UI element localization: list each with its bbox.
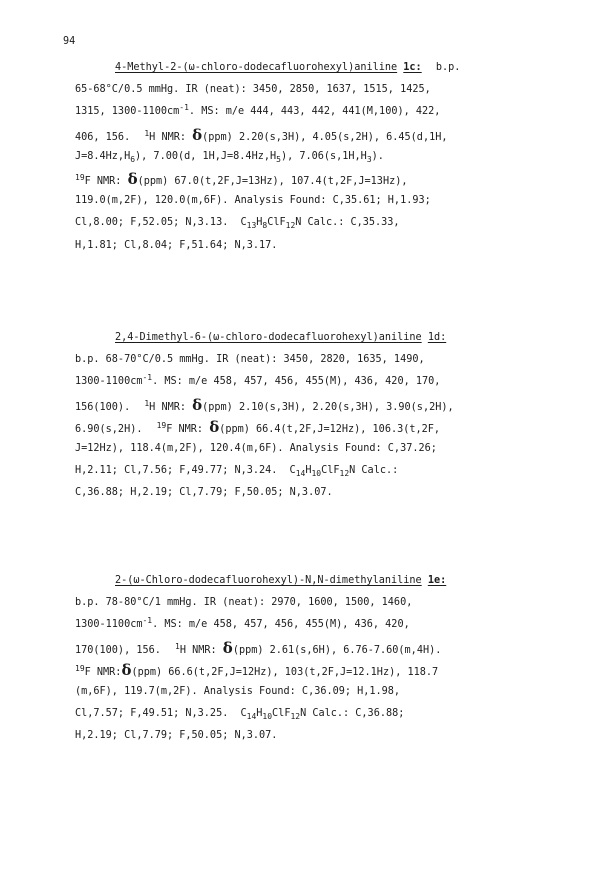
entry-title — [75, 327, 545, 349]
delta-symbol: δ — [121, 660, 132, 679]
text-line: Cl,7.57; F,49.51; N,3.25. $C_{14}H_{10}ClF_{12}N$ Calc.: C,36.88; — [75, 708, 405, 722]
compound-number: 1d: — [427, 332, 447, 343]
text-line: $1300-1100cm^{-1}$. MS: m/e 458, 457, 456, 455(M), 436, 420, 170, — [75, 373, 441, 388]
page-number: 94 — [63, 36, 76, 47]
text-line: b.p. 68-70°C/0.5 mmHg. IR (neat): 3450, 2820, 1635, 1490, — [75, 354, 425, 366]
formula: $C_{14}H_{10}ClF_{12}N$ Calc.: — [289, 465, 399, 479]
title-continuation: b.p. — [435, 62, 461, 73]
text-line: H,2.11; Cl,7.56; F,49.77; N,3.24. $C_{14}H_{10}ClF_{12}N$ Calc.: — [75, 465, 399, 479]
entry-title — [75, 57, 545, 79]
compound-name: 2-(ω-Chloro-dodecafluorohexyl)-N,N-dimethylaniline — [115, 575, 422, 586]
text-line: 6.90(s,2H). $^{19}$F NMR: δ(ppm) 66.4(t,2F,J=12Hz), 106.3(t,2F, — [75, 417, 441, 436]
text-line: H,1.81; Cl,8.04; F,51.64; N,3.17. — [75, 239, 278, 251]
text-line: (m,6F), 119.7(m,2F). Analysis Found: C,36.09; H,1.98, — [75, 685, 401, 697]
delta-symbol: δ — [192, 125, 203, 144]
text-line: Cl,8.00; F,52.05; N,3.13. $C_{13}H_8ClF_{12}N$ Calc.: C,35.33, — [75, 217, 400, 231]
compound-number: 1e: — [427, 575, 447, 586]
text-line: 65-68°C/0.5 mmHg. IR (neat): 3450, 2850, 1637, 1515, 1425, — [75, 84, 431, 96]
text-line: $^{19}$F NMR:δ(ppm) 66.6(t,2F,J=12Hz), 103(t,2F,J=12.1Hz), 118.7 — [75, 660, 439, 679]
compound-number: 1c: — [403, 62, 422, 73]
delta-symbol: δ — [209, 417, 220, 436]
delta-symbol: δ — [192, 395, 203, 414]
formula: $C_{13}H_8ClF_{12}N$ Calc.: C,35.33, — [240, 217, 400, 231]
text-line: C,36.88; H,2.19; Cl,7.79; F,50.05; N,3.07. — [75, 487, 333, 499]
text-line: $J=8.4Hz,H_6$), 7.00(d, $1H,J=8.4Hz,H_5$), $7.06(s,1H,H_3)$. — [75, 150, 384, 164]
text-line: 1315, $1300-1100cm^{-1}$. MS: m/e 444, 443, 442, 441(M,100), 422, — [75, 103, 441, 118]
text-line: $^{19}$F NMR: δ(ppm) 67.0(t,2F,J=13Hz), 107.4(t,2F,J=13Hz), — [75, 169, 408, 188]
text-line: H,2.19; Cl,7.79; F,50.05; N,3.07. — [75, 730, 278, 742]
text-line: $1300-1100cm^{-1}$. MS: m/e 458, 457, 456, 455(M), 436, 420, — [75, 616, 410, 631]
compound-entry-1d — [75, 327, 545, 505]
entry-title — [75, 570, 545, 592]
compound-name: 2,4-Dimethyl-6-(ω-chloro-dodecafluorohexyl)aniline — [115, 332, 422, 343]
delta-symbol: δ — [222, 638, 233, 657]
compound-entry-1e — [75, 570, 545, 748]
text-line: 406, 156. $^1$H NMR: δ(ppm) 2.20(s,3H), 4.05(s,2H), 6.45(d,1H, — [75, 125, 448, 144]
compound-name: 4-Methyl-2-(ω-chloro-dodecafluorohexyl)aniline — [115, 62, 398, 73]
text-line: 170(100), 156. $^1$H NMR: δ(ppm) 2.61(s,6H), 6.76-7.60(m,4H). — [75, 638, 442, 657]
text-line: J=12Hz), 118.4(m,2F), 120.4(m,6F). Analysis Found: C,37.26; — [75, 442, 437, 454]
text-line: b.p. 78-80°C/1 mmHg. IR (neat): 2970, 1600, 1500, 1460, — [75, 597, 413, 609]
compound-entry-1c — [75, 57, 545, 257]
text-line: 156(100). $^1$H NMR: δ(ppm) 2.10(s,3H), 2.20(s,3H), 3.90(s,2H), — [75, 395, 454, 414]
delta-symbol: δ — [127, 169, 138, 188]
text-line: 119.0(m,2F), 120.0(m,6F). Analysis Found: C,35.61; H,1.93; — [75, 195, 431, 207]
formula: $C_{14}H_{10}ClF_{12}N$ Calc.: C,36.88; — [240, 708, 405, 722]
